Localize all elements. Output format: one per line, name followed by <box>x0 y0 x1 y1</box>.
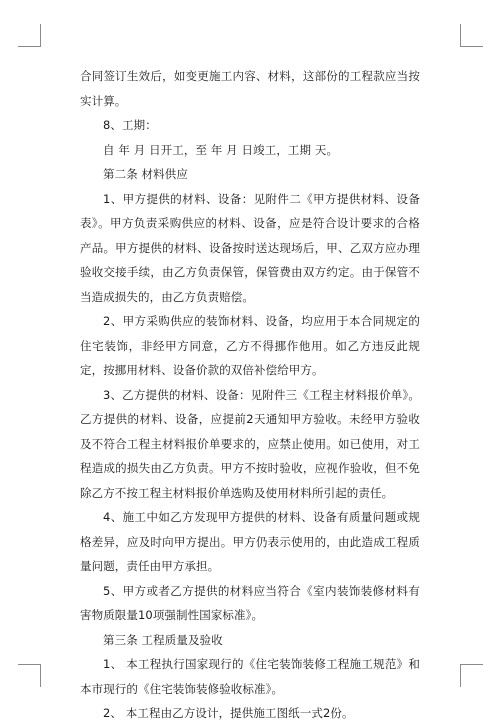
crop-mark-top-left-horizontal <box>18 46 41 47</box>
crop-mark-top-right-horizontal <box>460 46 483 47</box>
crop-mark-top-right-vertical <box>460 24 461 47</box>
crop-mark-bottom-left-horizontal <box>18 664 41 665</box>
paragraph: 4、施工中如乙方发现甲方提供的材料、设备有质量问题或规格差异，应及时向甲方提出。甲方仍表示使用的，由此造成工程质量问题，责任由甲方承担。 <box>80 510 420 573</box>
paragraph: 3、乙方提供的材料、设备：见附件三《工程主材料报价单》。乙方提供的材料、设备，应提前2天通知甲方验收。未经甲方验收及不符合工程主材料报价单要求的，应禁止使用。如已使用，对工程造成的损失由乙方负责。甲方不按时验收，应视作验收，但不免除乙方不按工程主材料报价单选购及使用材料所引起的责任。 <box>80 387 420 500</box>
crop-mark-bottom-left-vertical <box>40 664 41 687</box>
crop-mark-top-left-vertical <box>40 24 41 47</box>
document-body <box>80 64 420 726</box>
paragraph: 2、 本工程由乙方设计，提供施工图纸一式2份。 <box>103 706 354 720</box>
paragraph: 2、甲方采购供应的装饰材料、设备，均应用于本合同规定的住宅装饰，非经甲方同意，乙方不得挪作他用。如乙方违反此规定，按挪用材料、设备价款的双倍补偿给甲方。 <box>80 314 420 377</box>
section-heading: 第三条 工程质量及验收 <box>103 632 223 647</box>
paragraph: 合同签订生效后，如变更施工内容、材料，这部份的工程款应当按实计算。 <box>80 69 420 108</box>
paragraph: 5、甲方或者乙方提供的材料应当符合《室内装饰装修材料有害物质限量10项强制性国家标准》。 <box>80 583 420 622</box>
section-heading: 第二条 材料供应 <box>103 167 188 181</box>
crop-mark-bottom-right-vertical <box>460 664 461 687</box>
paragraph: 自 年 月 日开工，至 年 月 日竣工，工期 天。 <box>103 142 339 157</box>
crop-mark-bottom-right-horizontal <box>460 664 483 665</box>
clause-heading-duration: 8、工期： <box>103 118 157 132</box>
paragraph: 1、甲方提供的材料、设备：见附件二《甲方提供材料、设备表》。甲方负责采购供应的材料、设备，应是符合设计要求的合格产品。甲方提供的材料、设备按时送达现场后，甲、乙双方应办理验收交接手续，由乙方负责保管，保管费由双方约定。由于保管不当造成损失的，由乙方负责赔偿。 <box>80 191 420 304</box>
paragraph: 1、 本工程执行国家现行的《住宅装饰装修工程施工规范》和本市现行的《住宅装饰装修验收标准》。 <box>80 657 420 696</box>
